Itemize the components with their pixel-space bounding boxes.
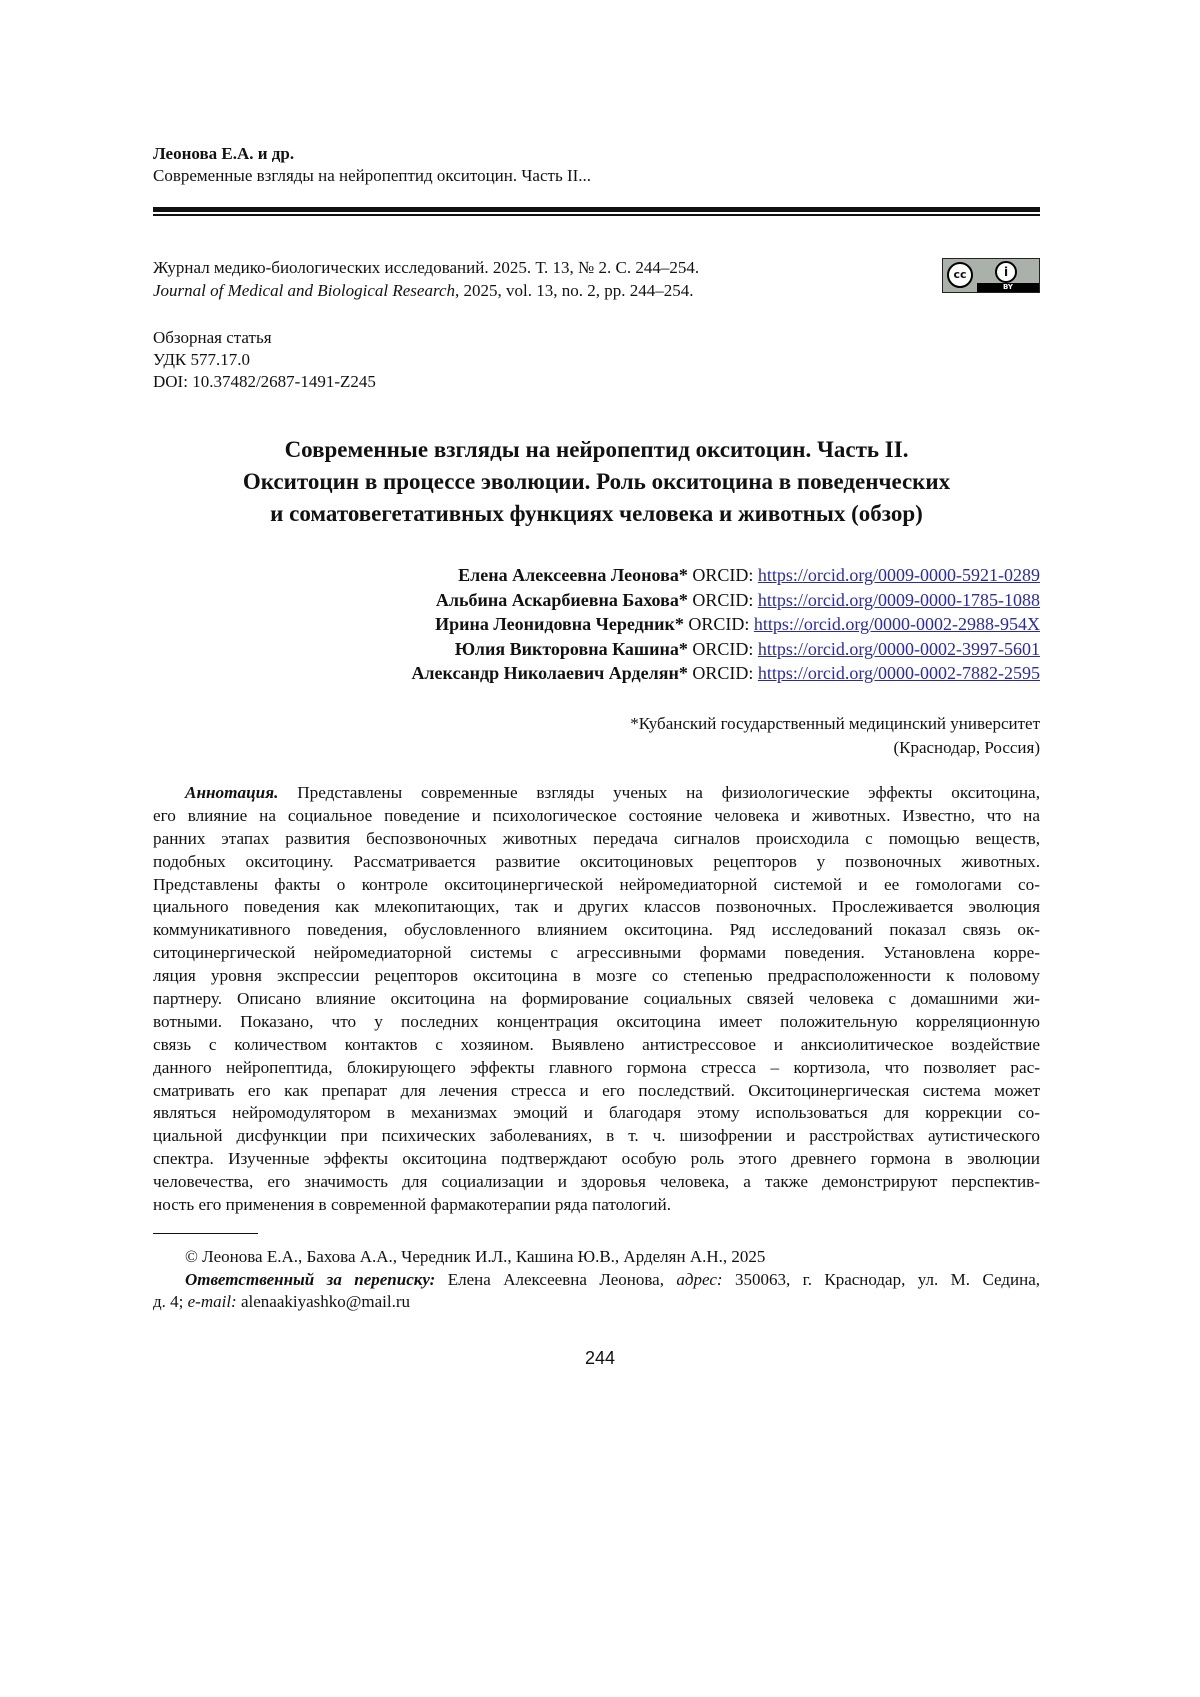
copyright: © Леонова Е.А., Бахова А.А., Чередник И.Л., Кашина Ю.В., Арделян А.Н., 2025 [153,1246,1040,1269]
abstract-line: ляция уровня экспрессии рецепторов окситоцина в мозге со степенью предрасположенности к половому [153,965,1040,988]
author-name: Елена Алексеевна Леонова* [458,565,688,585]
author-entry [411,612,1040,637]
abstract-line: Представлены факты о контроле окситоцинергической нейромедиаторной системой и ее гомологами со- [153,874,1040,897]
abstract-line: его влияние на социальное поведение и психологическое состояние человека и животных. Известно, что на [153,805,1040,828]
attribution-icon: i [995,261,1017,283]
abstract-line: данного нейропептида, блокирующего эффекты главного гормона стресса – кортизола, что позволяет рас- [153,1057,1040,1080]
orcid-label: ORCID: [688,663,758,683]
abstract-line: коммуникативного поведения, обусловленного влиянием окситоцина. Ряд исследований показал связь ок- [153,919,1040,942]
abstract [153,782,1040,1217]
header-rule-thick [153,207,1040,212]
correspondence-contact: д. 4; e-mail: alenaakiyashko@mail.ru [153,1291,1040,1314]
article-meta [153,327,376,393]
abstract-line: ность его применения в современной фармакотерапии ряда патологий. [153,1194,1040,1217]
cc-by-license-logo [942,258,1040,293]
abstract-line: Аннотация. Представлены современные взгляды ученых на физиологические эффекты окситоцина, [153,782,1040,805]
abstract-line: ранних этапах развития беспозвоночных животных передача сигналов происходила с помощью веществ, [153,828,1040,851]
orcid-link[interactable]: https://orcid.org/0000-0002-2988-954X [754,614,1040,634]
running-header-authors: Леонова Е.А. и др. [153,144,294,163]
journal-citation-ru: Журнал медико-биологических исследований. 2025. Т. 13, № 2. С. 244–254. [153,256,699,279]
abstract-line: циальной дисфункции при психических заболеваниях, в т. ч. шизофрении и расстройствах аутистического [153,1125,1040,1148]
footnote [153,1246,1040,1314]
header-rule-thin [153,214,1040,216]
author-name: Ирина Леонидовна Чередник* [435,614,684,634]
author-name: Альбина Аскарбиевна Бахова* [436,590,688,610]
journal-citation-en: Journal of Medical and Biological Research, 2025, vol. 13, no. 2, pp. 244–254. [153,279,699,302]
page-number: 244 [0,1348,1200,1369]
running-header-title: Современные взгляды на нейропептид окситоцин. Часть II... [153,165,591,187]
orcid-link[interactable]: https://orcid.org/0009-0000-1785-1088 [758,590,1040,610]
abstract-label: Аннотация. [185,783,278,802]
orcid-link[interactable]: https://orcid.org/0000-0002-3997-5601 [758,639,1040,659]
author-entry [411,661,1040,686]
author-entry [411,588,1040,613]
abstract-line: ситоцинергической нейромедиаторной системы с агрессивными формами поведения. Установлена корре- [153,942,1040,965]
abstract-line: являться нейромодулятором в механизмах эмоций и благодаря этому использоваться для коррекции со- [153,1102,1040,1125]
author-entry [411,563,1040,588]
orcid-label: ORCID: [688,590,758,610]
article-type: Обзорная статья [153,327,376,349]
abstract-line: человечества, его значимость для социализации и здоровья человека, а также демонстрируют перспектив- [153,1171,1040,1194]
affiliation: *Кубанский государственный медицинский университет (Краснодар, Россия) [630,712,1040,760]
article-title: Современные взгляды на нейропептид окситоцин. Часть II. Окситоцин в процессе эволюции. Роль окситоцина в поведенческих и соматовегетативных функциях человека и животных (обзор) [153,434,1040,530]
abstract-line: связь с количеством контактов с хозяином. Выявлено антистрессовое и анксиолитическое воздействие [153,1034,1040,1057]
abstract-line: партнеру. Описано влияние окситоцина на формирование социальных связей человека с домашними жи- [153,988,1040,1011]
email-link[interactable]: alenaakiyashko@mail.ru [237,1292,410,1311]
cc-icon: cc [947,262,973,288]
author-name: Александр Николаевич Арделян* [411,663,687,683]
by-label: BY [977,283,1039,292]
udk: УДК 577.17.0 [153,349,376,371]
abstract-line: спектра. Изученные эффекты окситоцина подтверждают особую роль этого древнего гормона в эволюции [153,1148,1040,1171]
footnote-rule [153,1233,258,1234]
journal-citation [153,256,699,302]
author-list [411,563,1040,686]
running-header [153,143,591,187]
abstract-line: подобных окситоцину. Рассматривается развитие окситоциновых рецепторов у позвоночных животных. [153,851,1040,874]
orcid-label: ORCID: [688,565,758,585]
doi: DOI: 10.37482/2687-1491-Z245 [153,371,376,393]
abstract-line: сматривать его как препарат для лечения стресса и его последствий. Окситоцинергическая система может [153,1080,1040,1103]
orcid-label: ORCID: [688,639,758,659]
orcid-link[interactable]: https://orcid.org/0000-0002-7882-2595 [758,663,1040,683]
abstract-line: циального поведения как млекопитающих, так и других классов позвоночных. Прослеживается эволюция [153,896,1040,919]
orcid-label: ORCID: [684,614,754,634]
orcid-link[interactable]: https://orcid.org/0009-0000-5921-0289 [758,565,1040,585]
author-name: Юлия Викторовна Кашина* [455,639,688,659]
author-entry [411,637,1040,662]
correspondence: Ответственный за переписку: Елена Алексеевна Леонова, адрес: 350063, г. Краснодар, ул. М. Седина, [153,1269,1040,1292]
abstract-line: вотными. Показано, что у последних концентрация окситоцина имеет положительную корреляционную [153,1011,1040,1034]
